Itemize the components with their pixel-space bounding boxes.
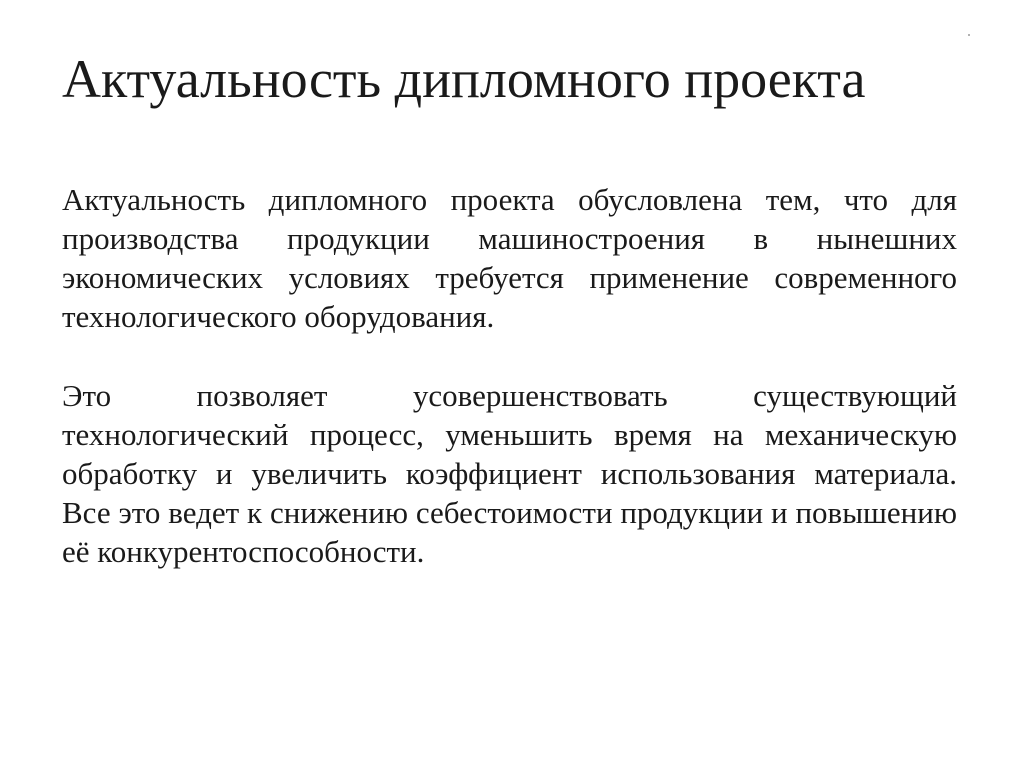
corner-dot: [968, 34, 970, 36]
slide-body: [62, 180, 957, 571]
paragraph-benefits: Это позволяет усовершенствовать существующий технологический процесс, уменьшить время на механическую обработку и увеличить коэффициент использования материала. Все это ведет к снижению себестоимости продукции и повышению её конкурентоспособности.: [62, 378, 957, 569]
slide-title: Актуальность дипломного проекта: [62, 49, 866, 109]
paragraph-relevance: Актуальность дипломного проекта обусловлена тем, что для производства продукции машиностроения в нынешних экономических условиях требуется применение современного технологического оборудования.: [62, 182, 957, 334]
